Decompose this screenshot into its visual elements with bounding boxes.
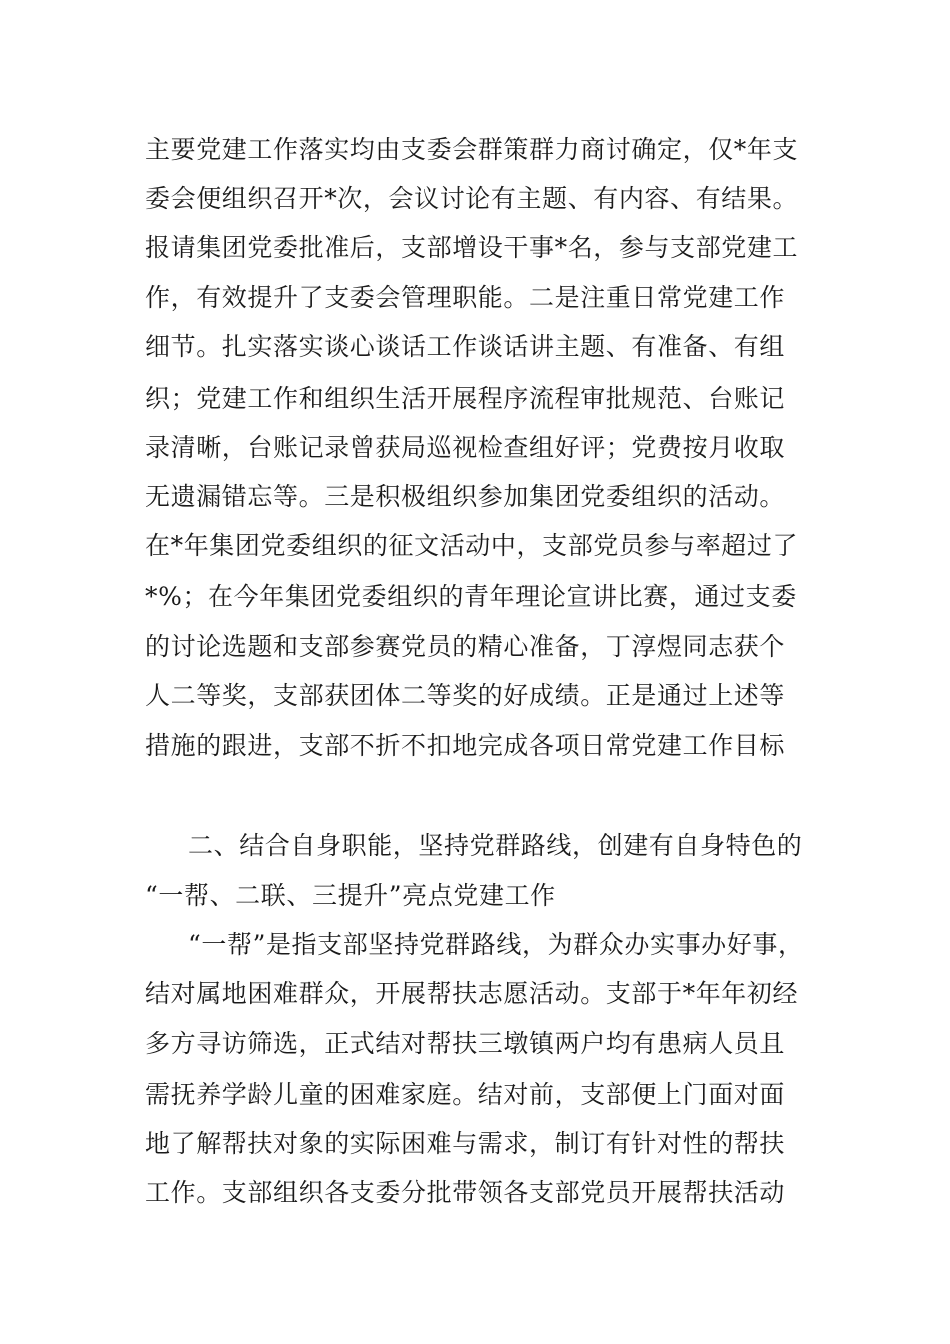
paragraph-line: “一帮”是指支部坚持党群路线，为群众办实事办好事， bbox=[188, 930, 804, 959]
paragraph-line: 委会便组织召开*次，会议讨论有主题、有内容、有结果。 bbox=[145, 184, 799, 213]
paragraph-line: 录清晰，台账记录曾获局巡视检查组好评；党费按月收取 bbox=[145, 433, 786, 462]
paragraph-line: 织；党建工作和组织生活开展程序流程审批规范、台账记 bbox=[145, 384, 786, 413]
section-heading-line: “一帮、二联、三提升”亮点党建工作 bbox=[145, 881, 556, 910]
paragraph-line: 细节。扎实落实谈心谈话工作谈话讲主题、有准备、有组 bbox=[145, 332, 786, 361]
paragraph-line: 多方寻访筛选，正式结对帮扶三墩镇两户均有患病人员且 bbox=[145, 1029, 786, 1058]
paragraph-line: 作，有效提升了支委会管理职能。二是注重日常党建工作 bbox=[145, 283, 786, 312]
paragraph-line: 地了解帮扶对象的实际困难与需求，制订有针对性的帮扶 bbox=[145, 1129, 786, 1158]
paragraph-line: 在*年集团党委组织的征文活动中，支部党员参与率超过了 bbox=[145, 531, 799, 560]
paragraph-line: 无遗漏错忘等。三是积极组织参加集团党委组织的活动。 bbox=[145, 482, 786, 511]
section-heading-line: 二、结合自身职能，坚持党群路线，创建有自身特色的 bbox=[188, 831, 803, 860]
paragraph-line: 需抚养学龄儿童的困难家庭。结对前，支部便上门面对面 bbox=[145, 1080, 786, 1109]
paragraph-line: 主要党建工作落实均由支委会群策群力商讨确定，仅*年支 bbox=[145, 135, 799, 164]
paragraph-line: *%；在今年集团党委组织的青年理论宣讲比赛，通过支委 bbox=[145, 582, 797, 611]
paragraph-line: 报请集团党委批准后，支部增设干事*名，参与支部党建工 bbox=[145, 233, 799, 262]
paragraph-line: 人二等奖，支部获团体二等奖的好成绩。正是通过上述等 bbox=[145, 681, 786, 710]
paragraph-line: 结对属地困难群众，开展帮扶志愿活动。支部于*年年初经 bbox=[145, 979, 799, 1008]
paragraph-line: 的讨论选题和支部参赛党员的精心准备，丁淳煜同志获个 bbox=[145, 632, 786, 661]
paragraph-line: 措施的跟进，支部不折不扣地完成各项日常党建工作目标 bbox=[145, 731, 786, 760]
paragraph-line: 工作。支部组织各支委分批带领各支部党员开展帮扶活动 bbox=[145, 1178, 786, 1207]
